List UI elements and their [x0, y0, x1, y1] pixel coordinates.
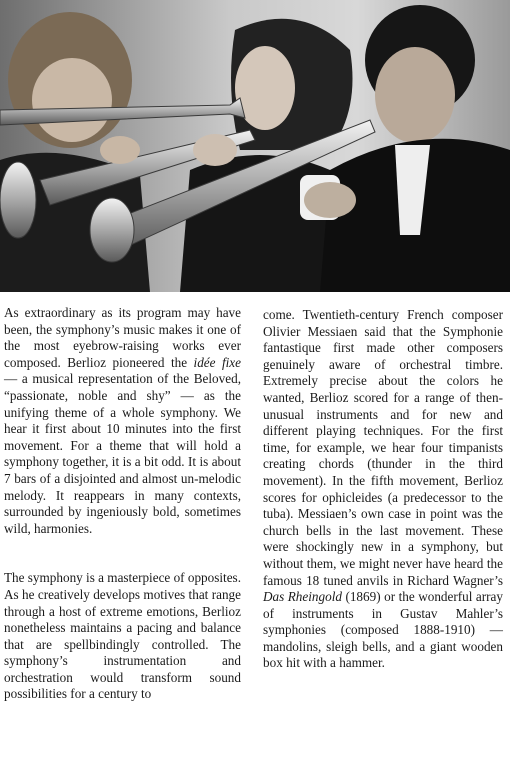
paragraph-opposites: The symphony is a masterpiece of opposites. As he creatively develops motives that range through a host of extreme emotions, Berlioz nonetheless maintains a pacing and balance that are spellbindingly controlled. The symphony’s instrumentation and orchestration would transform sound possibilities for a century to: [4, 570, 241, 702]
italic-term: idée fixe: [193, 354, 242, 370]
paragraph-idee-fixe: As extraordinary as its program may have been, the symphony’s music makes it one of the most eyebrow-raising works ever composed. Berlioz pioneered the idée fixe — a musical representation of the Beloved, “passionate, noble and shy” — as the unifying theme of a whole symphony. We hear it first about 10 minutes into the first movement. For a theme that will hold a symphony together, it is a bit odd. It is about 7 bars of a disjointed and almost un-melodic melody. It reappears in many contexts, surrounded by ingeniously bold, sometimes wild, harmonies.: [4, 305, 242, 536]
photo-illustration: [0, 0, 510, 292]
left-text-column: [4, 305, 241, 703]
paragraph-timbre: come. Twentieth-century French composer Olivier Messiaen said that the Symphonie fantastique first made other composers genuinely aware of orchestral timbre. Extremely precise about the colors he wanted, Berlioz scored for a range of then-unusual instruments and for new and different playing techniques. For the first time, for example, we hear four timpanists creating chords (thunder in the third movement). In the fifth movement, Berlioz scores for ophicleides (a predecessor to the tuba). Messiaen’s own case in point was the church bells in the last movement. These were shockingly new in a symphony, but without them, we might never have heard the famous 18 tuned anvils in Richard Wagner’s Das Rheingold (1869) or the wonderful array of instruments in Gustav Mahler’s symphonies (composed 1888-1910) — mandolins, sleigh bells, and a giant wooden box hit with a hammer.: [263, 307, 503, 671]
right-text-column: [263, 307, 503, 672]
italic-title: Das Rheingold: [263, 589, 342, 605]
trumpet-players-photo: [0, 0, 510, 292]
